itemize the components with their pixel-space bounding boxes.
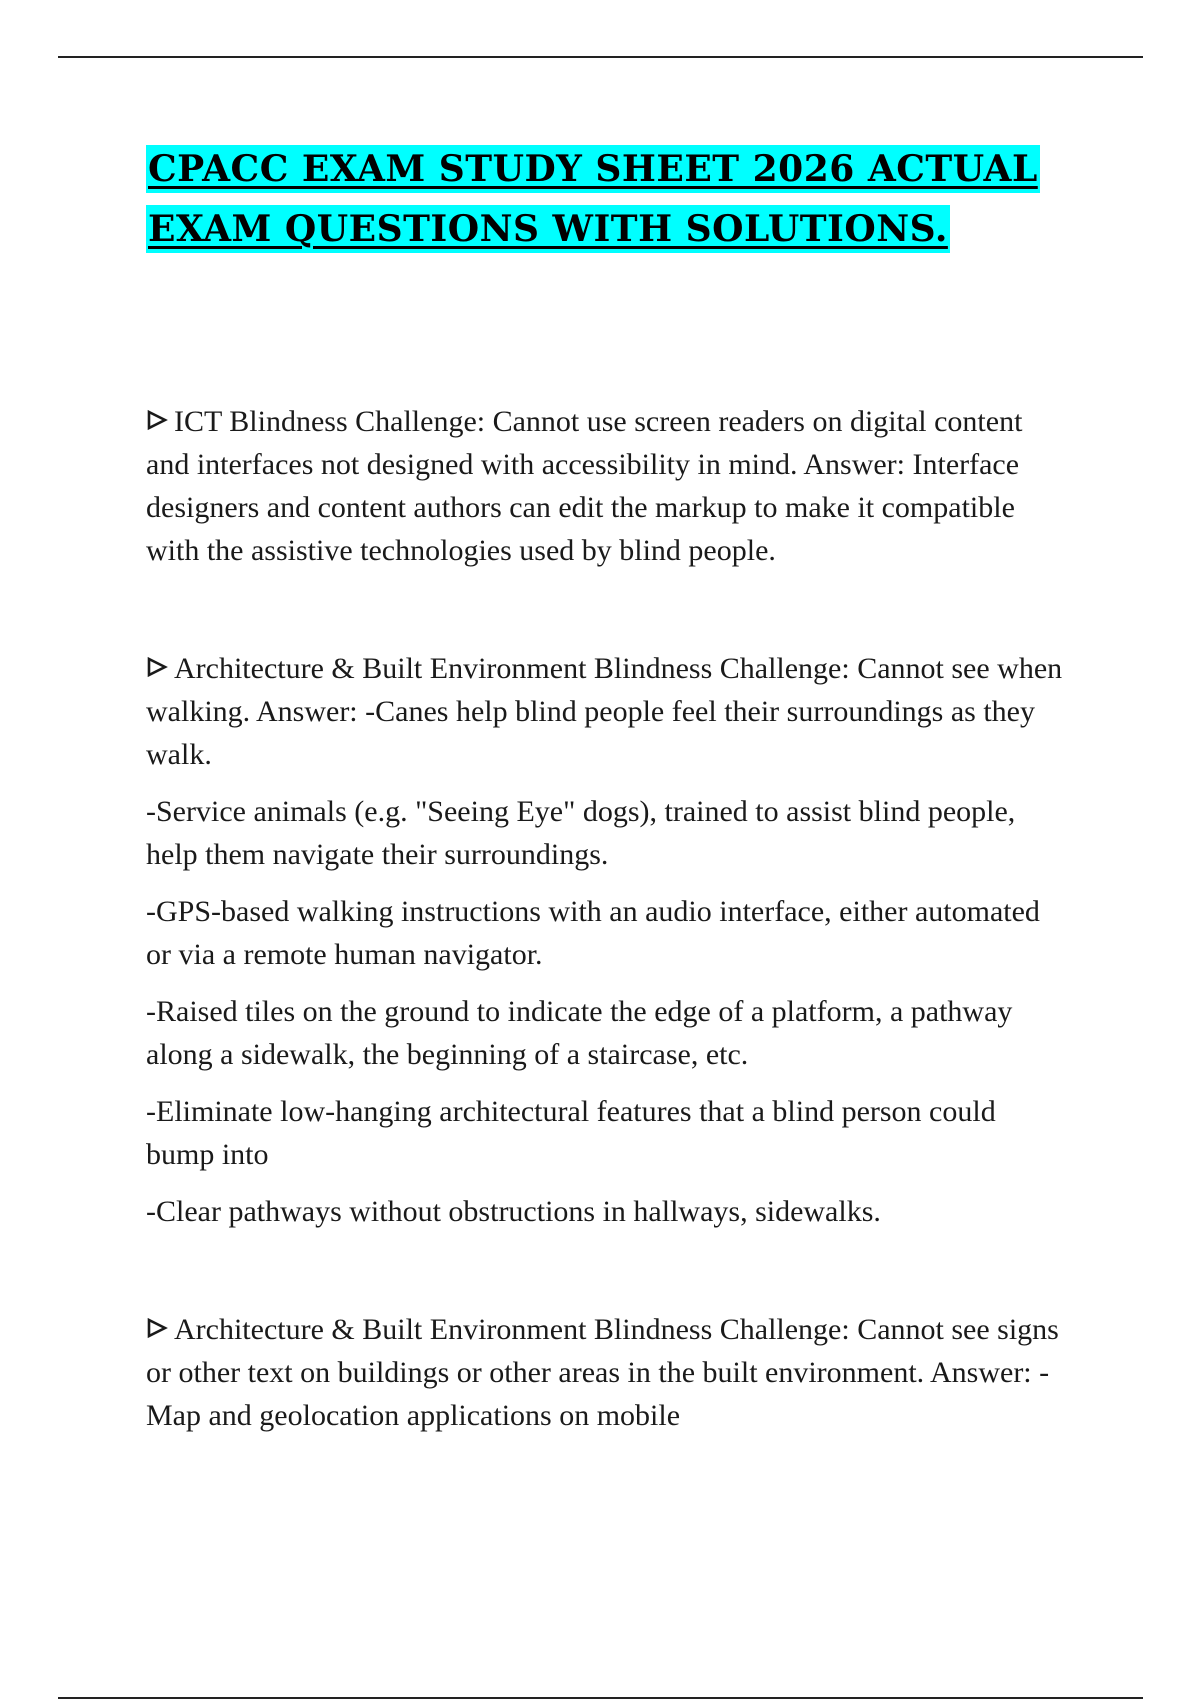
play-arrow-icon xyxy=(146,1308,168,1351)
answer-paragraph: -GPS-based walking instructions with an audio interface, either automated or via a remote human navigator. xyxy=(146,895,1040,971)
title-line-1: CPACC EXAM STUDY SHEET 2026 ACTUAL xyxy=(146,145,1040,193)
document-title xyxy=(146,145,1046,265)
qa-item xyxy=(146,647,1066,776)
answer-paragraph: -Raised tiles on the ground to indicate the edge of a platform, a pathway along a sidewalk, the beginning of a staircase, etc. xyxy=(146,995,1013,1071)
answer-paragraph: -Eliminate low-hanging architectural features that a blind person could bump into xyxy=(146,1095,996,1171)
bottom-rule xyxy=(58,1697,1143,1699)
play-arrow-icon xyxy=(146,400,168,443)
title-line-2: EXAM QUESTIONS WITH SOLUTIONS. xyxy=(146,205,950,253)
qa-item-text: Architecture & Built Environment Blindness Challenge: Cannot see signs or other text on buildings or other areas in the built environment. Answer: -Map and geolocation applications on mobile xyxy=(146,1313,1059,1432)
play-arrow-icon xyxy=(146,647,168,690)
answer-paragraph: -Clear pathways without obstructions in hallways, sidewalks. xyxy=(146,1195,881,1228)
answer-paragraph: -Service animals (e.g. "Seeing Eye" dogs), trained to assist blind people, help them navigate their surroundings. xyxy=(146,795,1016,871)
qa-item-text: Architecture & Built Environment Blindness Challenge: Cannot see when walking. Answer: -Canes help blind people feel their surroundings as they walk. xyxy=(146,652,1063,771)
qa-item-text: ICT Blindness Challenge: Cannot use screen readers on digital content and interfaces not designed with accessibility in mind. Answer: Interface designers and content authors can edit the markup to make it compatible with the assistive technologies used by blind people. xyxy=(146,405,1023,567)
document-body xyxy=(146,400,1066,1437)
top-rule xyxy=(58,56,1143,58)
qa-item xyxy=(146,1308,1066,1437)
qa-item xyxy=(146,400,1066,572)
